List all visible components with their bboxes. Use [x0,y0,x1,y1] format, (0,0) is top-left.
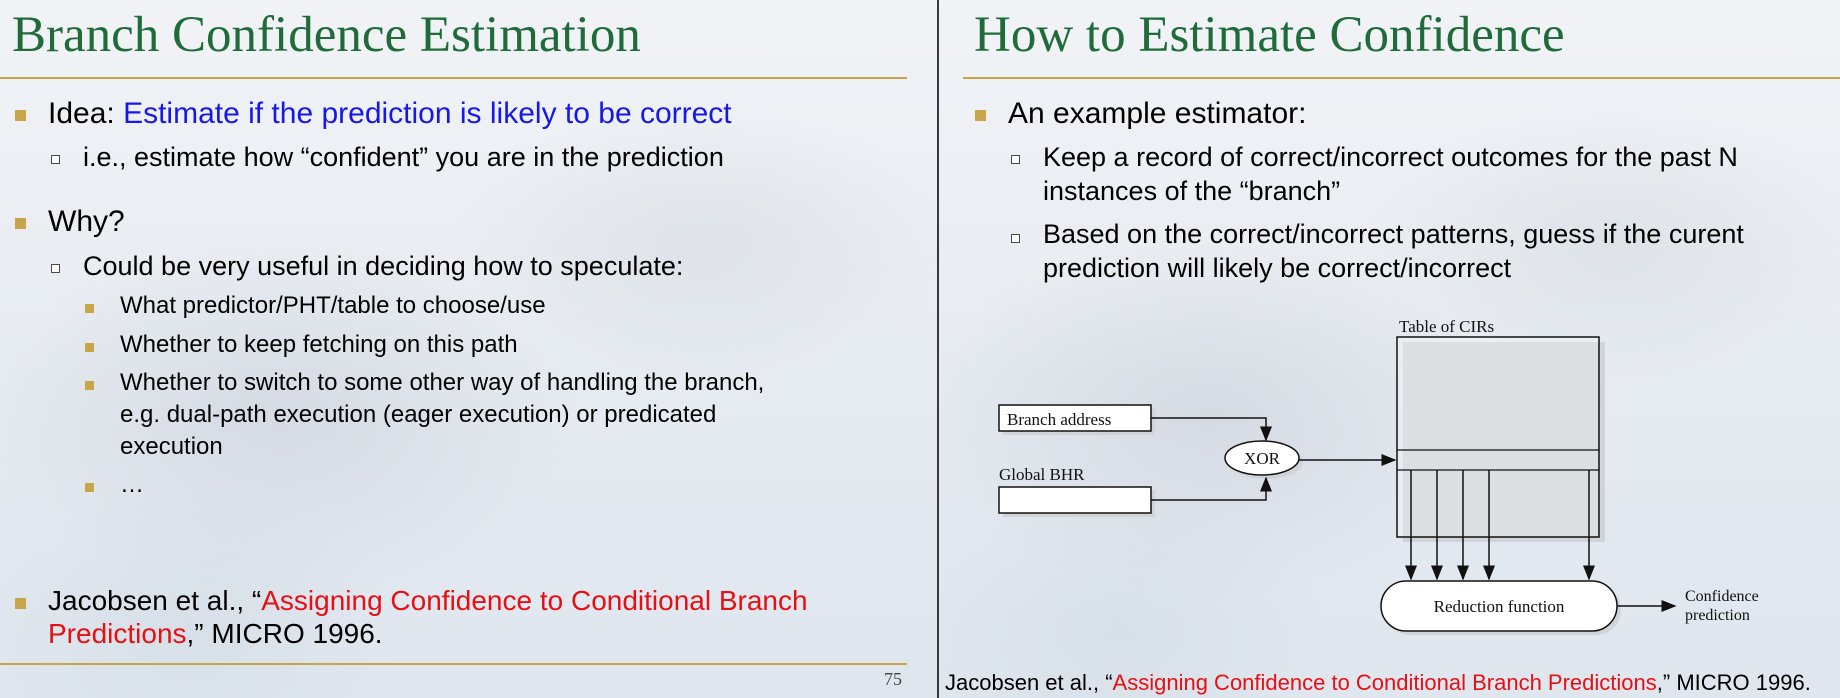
estimator-bullet: An example estimator: [1008,97,1307,130]
slide-right [939,0,1840,698]
bullet-marker [15,218,26,229]
bullet-marker [15,598,26,609]
why-sub-bullet: Could be very useful in deciding how to speculate: [83,251,684,281]
sub-bullet-marker [1011,234,1020,243]
sub-sub-bullet-marker [85,304,94,313]
confidence-estimator-diagram [939,310,1840,650]
pattern-sub-bullet: Based on the correct/incorrect patterns, guess if the curent [1043,219,1744,249]
global-bhr-arrow [1151,478,1266,500]
xor-label: XOR [1244,449,1280,468]
why-item: Whether to switch to some other way of handling the branch, [120,369,765,396]
title-underline [963,77,1840,79]
record-sub-bullet: Keep a record of correct/incorrect outcomes for the past N [1043,142,1738,172]
sub-sub-bullet-marker [85,381,94,390]
why-item: What predictor/PHT/table to choose/use [120,292,546,319]
page-number: 75 [884,669,902,689]
idea-label: Idea: [48,97,124,130]
why-bullet: Why? [48,205,125,238]
title-underline [0,77,907,79]
idea-bullet [48,97,732,131]
reference-line-1: Jacobsen et al., “Assigning Confidence to Conditional Branch [48,585,808,616]
idea-sub-bullet: i.e., estimate how “confident” you are in the prediction [83,142,724,172]
reduction-function-label: Reduction function [1433,597,1565,616]
sub-bullet-marker [1011,155,1020,164]
global-bhr-label: Global BHR [999,465,1085,484]
global-bhr-box [999,487,1151,513]
idea-highlight: Estimate if the prediction is likely to be correct [123,97,732,130]
cir-table [1397,337,1599,537]
reference-title: Assigning Confidence to Conditional Branch [261,585,808,616]
reference-footer: Jacobsen et al., “Assigning Confidence to Conditional Branch Predictions,” MICRO 1996. [945,670,1811,695]
why-item: Whether to keep fetching on this path [120,331,518,358]
footer-rule [0,663,907,665]
reference-line-2: Predictions,” MICRO 1996. [48,618,383,649]
slide-title: Branch Confidence Estimation [12,7,641,63]
bullet-marker [15,110,26,121]
reference-title: Assigning Confidence to Conditional Branch Predictions [1112,670,1657,695]
why-item-continuation: execution [120,433,223,460]
why-item-ellipsis: … [120,471,144,498]
slide-title: How to Estimate Confidence [974,7,1565,63]
branch-address-arrow [1151,418,1266,440]
sub-bullet-marker [51,155,60,164]
branch-address-label: Branch address [1007,410,1112,429]
why-item-continuation: e.g. dual-path execution (eager execution) or predicated [120,401,717,428]
sub-bullet-marker [51,264,60,273]
reference-title: Predictions [48,618,187,649]
pattern-sub-bullet-continuation: prediction will likely be correct/incorrect [1043,253,1512,283]
sub-sub-bullet-marker [85,483,94,492]
confidence-prediction-label: prediction [1685,607,1750,624]
sub-sub-bullet-marker [85,343,94,352]
confidence-prediction-label: Confidence [1685,588,1759,605]
table-of-cirs-label: Table of CIRs [1399,317,1495,336]
bullet-marker [975,110,986,121]
record-sub-bullet-continuation: instances of the “branch” [1043,176,1341,206]
